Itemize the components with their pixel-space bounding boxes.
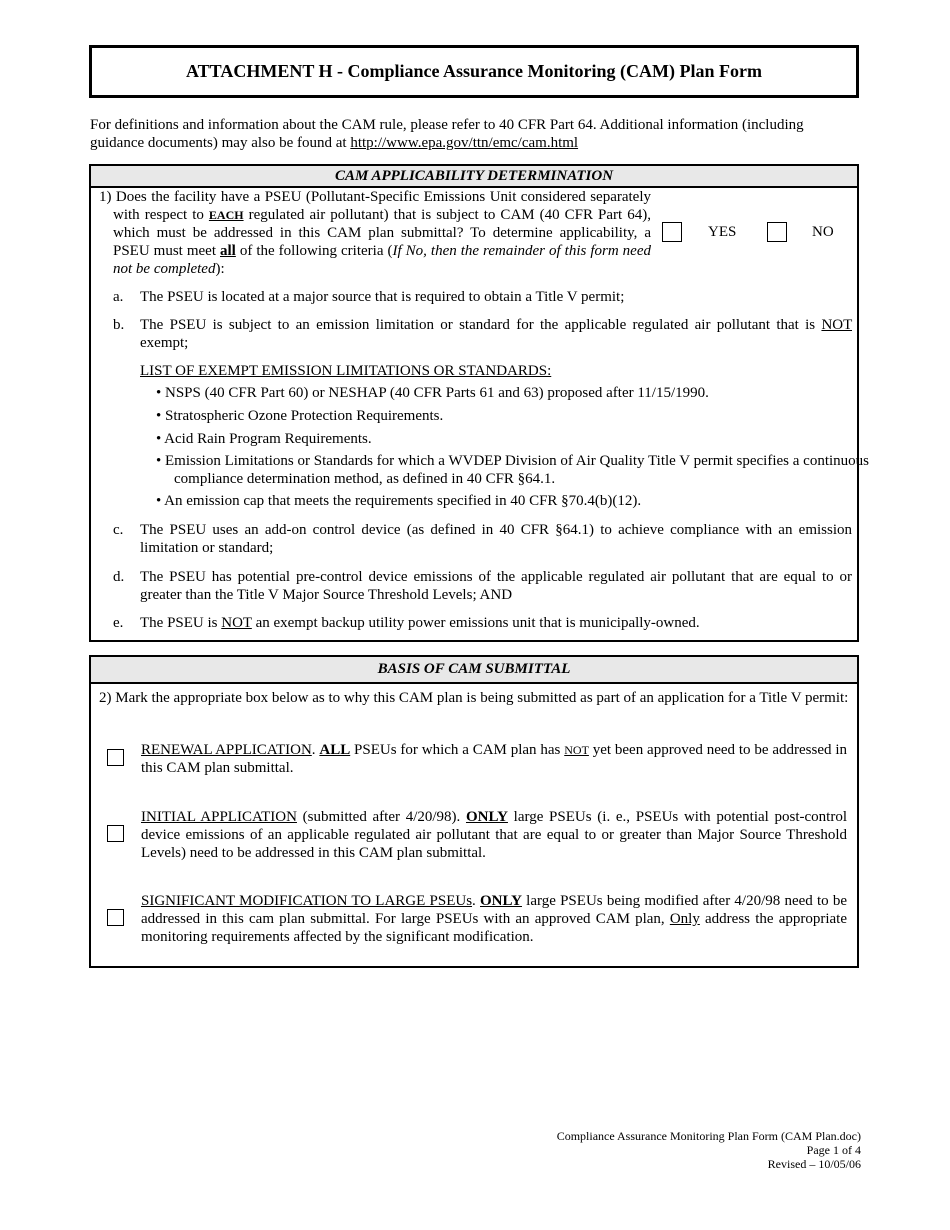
initial-post: large PSEUs (i. e., PSEUs with potential post-control device emissions of an applicable regulated air pollutant that are equal to or greater than Major Source Threshold Levels) need to be addressed in this CAM plan submittal. <box>141 809 848 861</box>
question-1-text-b: regulated air pollutant) that is subject to CAM (40 CFR Part 64), which must be addressed in this CAM plan submittal? To determine applicability, a PSEU must meet <box>113 207 651 259</box>
item-d-letter: d. <box>113 569 125 585</box>
epa-cam-link[interactable]: http://www.epa.gov/ttn/emc/cam.html <box>350 135 579 151</box>
cam-submittal-basis-header: BASIS OF CAM SUBMITTAL <box>91 657 857 684</box>
renewal-mid: PSEUs for which a CAM plan has <box>350 742 565 758</box>
item-a-letter: a. <box>113 289 124 305</box>
renewal-not: NOT <box>564 743 589 757</box>
exempt-item-2: • Stratospheric Ozone Protection Requirements. <box>156 408 444 424</box>
exempt-item-4: • Emission Limitations or Standards for which a WVDEP Division of Air Quality Title V permit specifies a continuous compliance determination method, as defined in 40 CFR §64.1. <box>156 453 869 487</box>
initial-after-title: (submitted after 4/20/98). <box>296 809 466 825</box>
question-1-italic-note: If No, then the remainder of this form need not be completed <box>113 243 651 277</box>
significant-only-underlined: Only <box>669 911 700 927</box>
item-e-text-post: an exempt backup utility power emissions unit that is municipally-owned. <box>251 615 700 631</box>
initial-only: ONLY <box>465 809 508 825</box>
no-checkbox[interactable] <box>767 222 787 242</box>
yes-label: YES <box>708 224 737 240</box>
exempt-item-5: • An emission cap that meets the requirements specified in 40 CFR §70.4(b)(12). <box>156 493 642 509</box>
initial-application-checkbox[interactable] <box>107 825 124 842</box>
question-1-text-a: 1) Does the facility have a PSEU (Pollutant-Specific Emissions Unit considered separately with respect to <box>99 189 651 223</box>
item-e-not: NOT <box>221 615 252 631</box>
item-e-letter: e. <box>113 615 124 631</box>
question-1 <box>99 188 651 278</box>
item-b-not: NOT <box>821 317 852 333</box>
footer-document-name: Compliance Assurance Monitoring Plan Form (CAM Plan.doc) <box>556 1129 861 1143</box>
renewal-post: yet been approved need to be addressed in this CAM plan submittal. <box>141 742 847 776</box>
item-d-text: The PSEU has potential pre-control device emissions of the applicable regulated air pollutant that are equal to or greater than the Title V Major Source Threshold Levels; AND <box>140 569 852 603</box>
renewal-application-checkbox[interactable] <box>107 749 124 766</box>
item-a-text: The PSEU is located at a major source that is required to obtain a Title V permit; <box>140 289 625 305</box>
item-e-text <box>140 614 852 632</box>
significant-after-title: . <box>472 893 480 909</box>
yes-checkbox[interactable] <box>662 222 682 242</box>
significant-mid: large PSEUs being modified after 4/20/98 need to be addressed in this cam plan submittal. For large PSEUs with an approved CAM plan, <box>141 893 848 927</box>
initial-title: INITIAL APPLICATION <box>141 809 297 825</box>
initial-application-option <box>141 808 847 862</box>
exempt-item-1: • NSPS (40 CFR Part 60) or NESHAP (40 CFR Parts 61 and 63) proposed after 11/15/1990. <box>156 385 709 401</box>
intro-paragraph <box>90 116 856 152</box>
renewal-all: ALL <box>319 742 351 758</box>
footer-revision-date: Revised – 10/05/06 <box>767 1157 861 1171</box>
question-1-text-d: ): <box>215 261 225 277</box>
item-b-text-pre: The PSEU is subject to an emission limitation or standard for the applicable regulated air pollutant that is <box>140 317 822 333</box>
renewal-title: RENEWAL APPLICATION <box>141 742 312 758</box>
intro-text: For definitions and information about the CAM rule, please refer to 40 CFR Part 64. Additional information (including guidance documents) may also be found at <box>90 117 804 151</box>
question-1-all: all <box>220 243 236 259</box>
item-c-text: The PSEU uses an add-on control device (as defined in 40 CFR §64.1) to achieve compliance with an emission limitation or standard; <box>140 522 852 556</box>
item-b-text-post: exempt; <box>140 335 189 351</box>
item-c-letter: c. <box>113 522 124 538</box>
exempt-list-heading: LIST OF EXEMPT EMISSION LIMITATIONS OR STANDARDS: <box>140 363 552 379</box>
item-b-letter: b. <box>113 317 125 333</box>
form-title-text: ATTACHMENT H - Compliance Assurance Monitoring (CAM) Plan Form <box>186 61 762 81</box>
footer-page-number: Page 1 of 4 <box>806 1143 861 1157</box>
question-1-text-c: of the following criteria ( <box>235 243 393 259</box>
exempt-item-3: • Acid Rain Program Requirements. <box>156 431 372 447</box>
question-1-each: EACH <box>208 208 244 222</box>
item-e-text-pre: The PSEU is <box>140 615 222 631</box>
page-footer <box>557 1129 861 1171</box>
cam-applicability-header: CAM APPLICABILITY DETERMINATION <box>91 166 857 188</box>
significant-modification-option <box>141 892 847 946</box>
significant-modification-checkbox[interactable] <box>107 909 124 926</box>
no-label: NO <box>812 224 834 240</box>
significant-title: SIGNIFICANT MODIFICATION TO LARGE PSEUs <box>141 893 473 909</box>
renewal-application-option <box>141 741 847 777</box>
cam-submittal-basis-section <box>89 655 859 968</box>
item-b-text <box>140 316 852 352</box>
cam-applicability-section <box>89 164 869 642</box>
question-2: 2) Mark the appropriate box below as to why this CAM plan is being submitted as part of an application for a Title V permit: <box>99 690 849 706</box>
form-title <box>89 45 859 98</box>
significant-only: ONLY <box>480 893 522 909</box>
renewal-after-title: . <box>311 742 320 758</box>
significant-post: address the appropriate monitoring requirements affected by the significant modification. <box>141 911 847 945</box>
